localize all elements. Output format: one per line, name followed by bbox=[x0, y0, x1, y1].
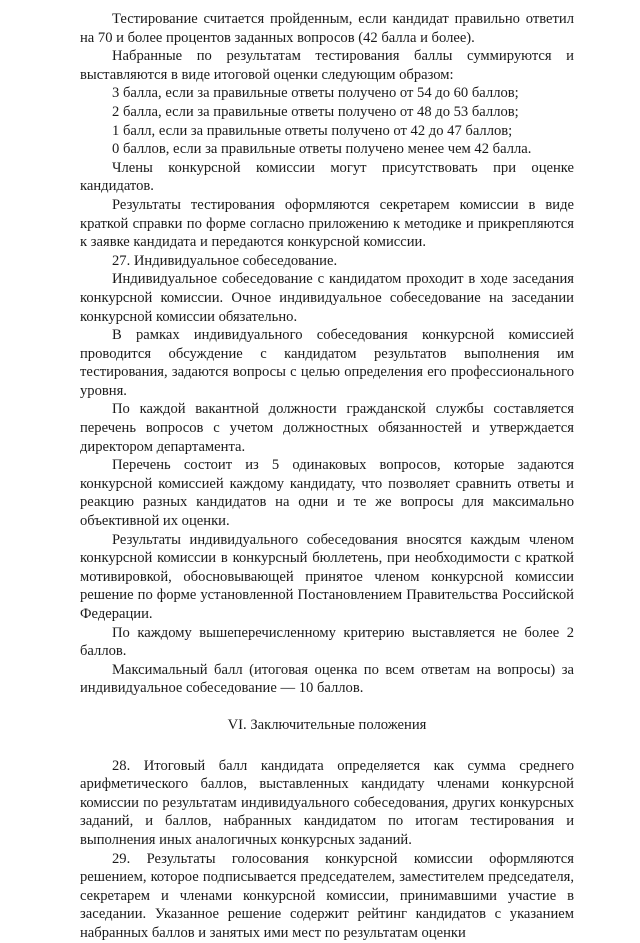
score-item-3: 3 балла, если за правильные ответы получено от 54 до 60 баллов; bbox=[112, 85, 519, 102]
score-list bbox=[80, 84, 574, 158]
paragraph-interview-results: Результаты индивидуального собеседования вносятся каждым членом конкурсной комиссии в конкурсный бюллетень, при необходимости с краткой мотивировкой, обосновывающей принятое членом конкурсной комиссии решение по форме установленной Постановлением Правительства Российской Федерации. bbox=[80, 531, 574, 622]
score-item-1: 1 балл, если за правильные ответы получено от 42 до 47 баллов; bbox=[112, 122, 513, 139]
paragraph-five-questions: Перечень состоит из 5 одинаковых вопросов, которые задаются конкурсной комиссией каждому кандидату, что позволяет сравнить ответы и реакцию разных кандидатов на одни и те же вопросы для максимально объективной их оценки. bbox=[80, 457, 574, 530]
paragraph-commission-attendance: Члены конкурсной комиссии могут присутствовать при оценке кандидатов. bbox=[80, 159, 574, 195]
paragraph-score-summing: Набранные по результатам тестирования баллы суммируются и выставляются в виде итоговой оценки следующим образом: bbox=[80, 48, 574, 83]
paragraph-testing-results: Результаты тестирования оформляются секретарем комиссии в виде краткой справки по форме согласно приложению к методике и прикрепляются к заявке кандидата и передаются конкурсной комиссии. bbox=[80, 196, 574, 251]
paragraph-interview-session: Индивидуальное собеседование с кандидатом проходит в ходе заседания конкурсной комиссии. Очное индивидуальное собеседование на заседании конкурсной комиссии обязательно. bbox=[80, 271, 574, 325]
paragraph-interview-discussion: В рамках индивидуального собеседования конкурсной комиссией проводится обсуждение с кандидатом результатов выполнения им тестирования, задаются вопросы с целью определения его профессионального уровня. bbox=[80, 327, 574, 399]
paragraph-testing-passed: Тестирование считается пройденным, если кандидат правильно ответил на 70 и более процентов заданных вопросов (42 балла и более). bbox=[80, 11, 574, 46]
paragraph-max-score: Максимальный балл (итоговая оценка по всем ответам на вопросы) за индивидуальное собеседование — 10 баллов. bbox=[80, 661, 574, 697]
score-item-2: 2 балла, если за правильные ответы получено от 48 до 53 баллов; bbox=[112, 103, 519, 120]
section-heading: VI. Заключительные положения bbox=[227, 716, 427, 733]
paragraph-final-score: 28. Итоговый балл кандидата определяется как сумма среднего арифметического баллов, выставленных кандидату членами конкурсной комиссии по результатам индивидуального собеседования, других конкурсных заданий, и баллов, набранных кандидатом по итогам тестирования и выполнения иных аналогичных конкурсных заданий. bbox=[80, 757, 574, 848]
paragraph-question-list: По каждой вакантной должности гражданской службы составляется перечень вопросов с учетом должностных обязанностей и утверждается директором департамента. bbox=[80, 401, 574, 455]
paragraph-interview-title: 27. Индивидуальное собеседование. bbox=[112, 252, 338, 269]
score-item-0: 0 баллов, если за правильные ответы получено менее чем 42 балла. bbox=[112, 141, 532, 158]
paragraph-voting-results: 29. Результаты голосования конкурсной комиссии оформляются решением, которое подписывается председателем, заместителем председателя, секретарем и членами конкурсной комиссии, принимавшими участие в заседании. Указанное решение содержит рейтинг кандидатов с указанием набранных баллов и занятых ими мест по результатам оценки bbox=[80, 850, 574, 941]
paragraph-criterion-points: По каждому вышеперечисленному критерию выставляется не более 2 баллов. bbox=[80, 624, 574, 660]
